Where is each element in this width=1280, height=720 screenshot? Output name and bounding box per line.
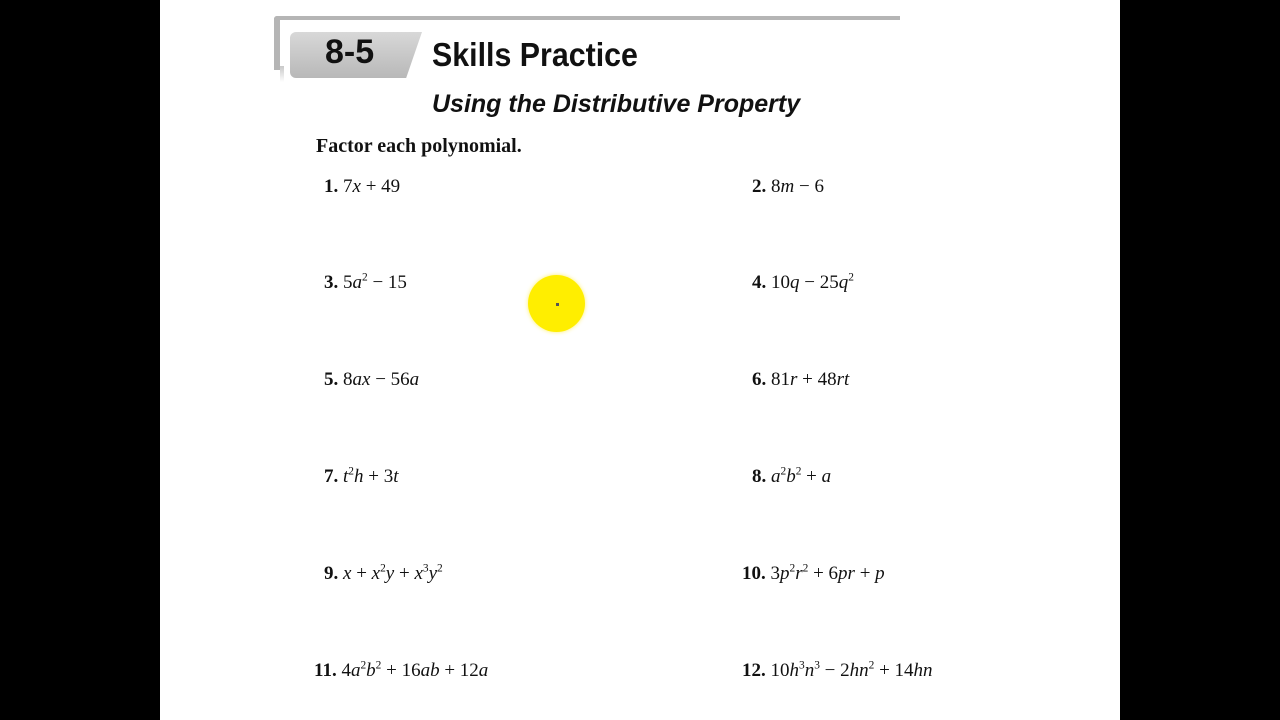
problem-7 [324, 466, 398, 488]
problem-8 [752, 466, 831, 488]
problem-number: 12. [742, 660, 771, 681]
problem-number: 3. [324, 272, 343, 293]
problem-number: 7. [324, 466, 343, 487]
problem-10 [742, 563, 885, 585]
problem-expression: 8ax − 56a [343, 369, 420, 390]
problem-expression: $a^2b^2 + a$ [771, 465, 832, 487]
problem-expression: 7x + 49 [343, 176, 401, 197]
problem-expression: $x + x^2y + x^3y^2$ [343, 562, 443, 584]
problem-number: 5. [324, 369, 343, 390]
instructions: Factor each polynomial. [316, 135, 522, 157]
problem-expression: 81r + 48rt [771, 369, 850, 390]
problem-12 [742, 660, 933, 682]
lesson-number: 8-5 [325, 33, 375, 71]
problem-number: 10. [742, 563, 771, 584]
problem-number: 1. [324, 176, 343, 197]
problem-number: 2. [752, 176, 771, 197]
problem-2 [752, 176, 824, 198]
problem-expression: $4a^2b^2 + 16ab + 12a$ [341, 659, 489, 681]
problem-expression: $5a^2 - 15$ [343, 271, 407, 293]
problem-4 [752, 272, 854, 294]
cursor-pointer-icon [556, 303, 559, 306]
problem-3 [324, 272, 407, 294]
problem-expression: $10q - 25q^2$ [771, 271, 854, 293]
lesson-title: Skills Practice [432, 36, 638, 73]
problem-5 [324, 369, 419, 391]
problem-expression: $t^2h + 3t$ [343, 465, 399, 487]
problem-number: 11. [314, 660, 342, 681]
problem-11 [314, 660, 488, 682]
page-subtitle: Using the Distributive Property [432, 90, 801, 118]
banner-shadow [280, 66, 284, 82]
problem-expression: $3p^2r^2 + 6pr + p$ [770, 562, 885, 584]
problem-number: 6. [752, 369, 771, 390]
problem-9 [324, 563, 443, 585]
problem-number: 8. [752, 466, 771, 487]
problem-expression: $10h^3n^3 - 2hn^2 + 14hn$ [770, 659, 933, 681]
problem-number: 9. [324, 563, 343, 584]
worksheet-page [160, 0, 1120, 720]
problem-1 [324, 176, 400, 198]
problem-6 [752, 369, 849, 391]
problem-expression: 8m − 6 [771, 176, 824, 197]
problem-number: 4. [752, 272, 771, 293]
